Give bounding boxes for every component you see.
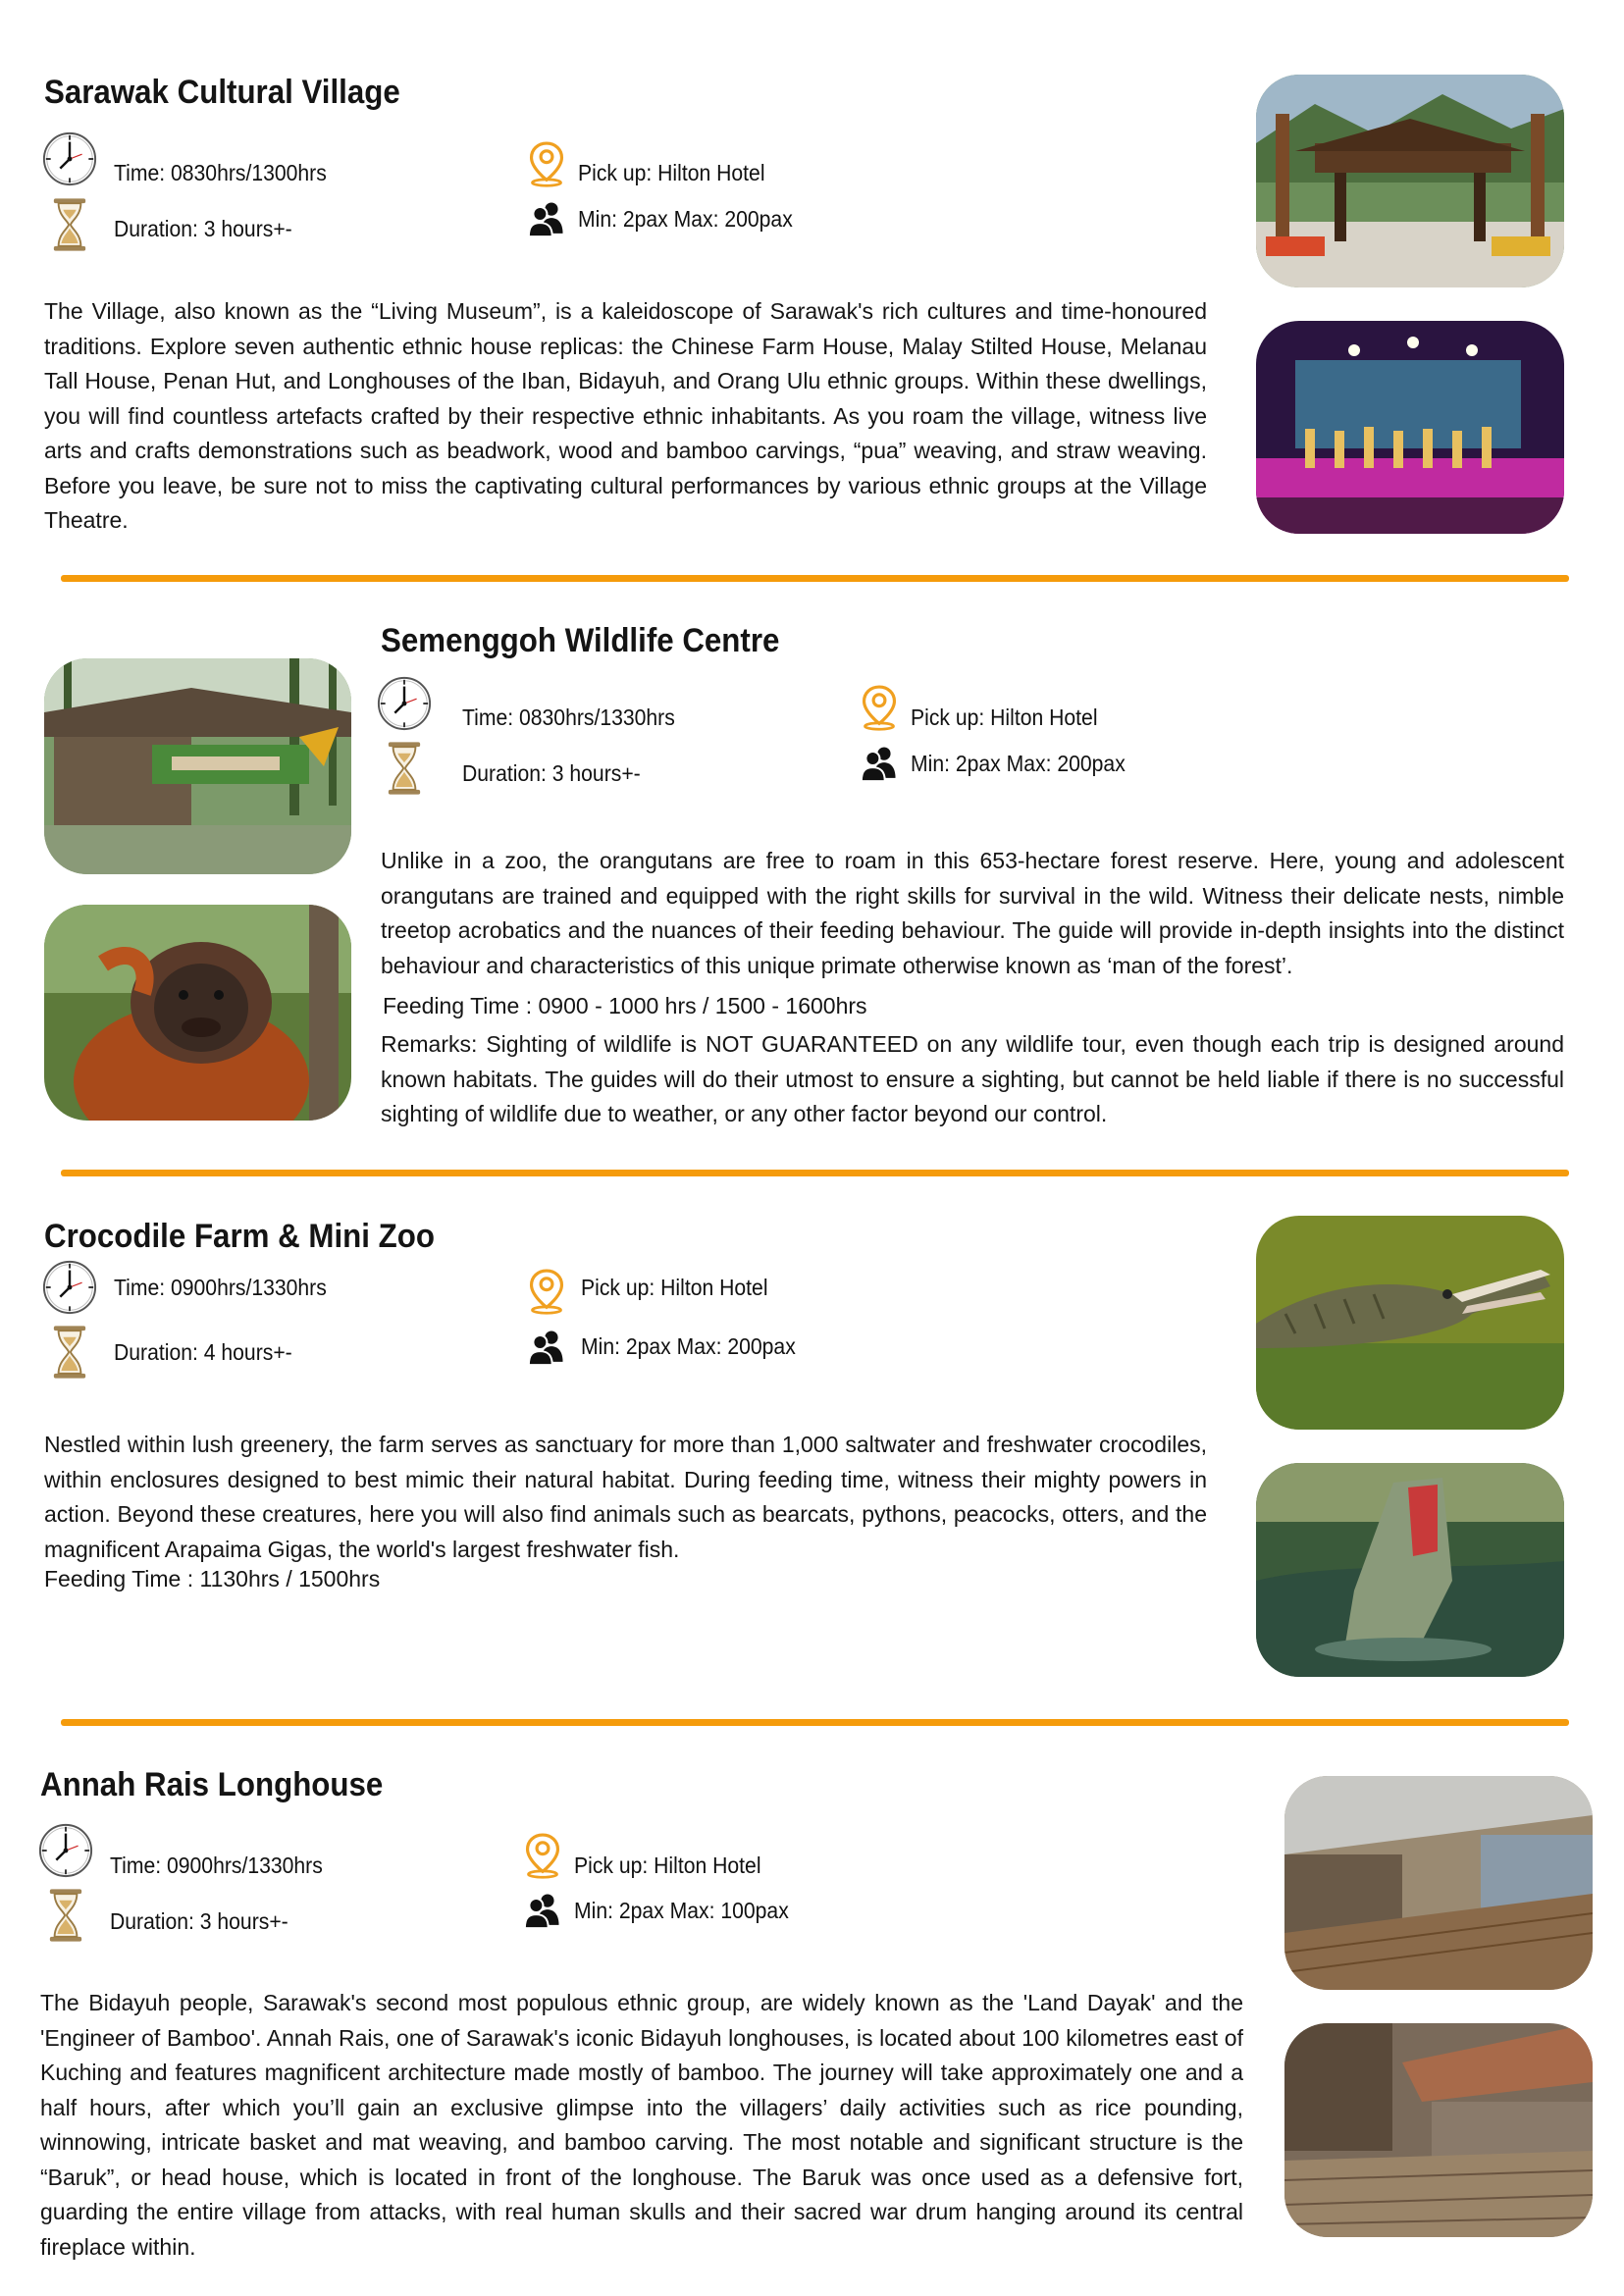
section-divider (61, 1719, 1569, 1726)
clock-icon (37, 1822, 94, 1879)
hourglass-icon (386, 740, 423, 797)
location-pin-icon (527, 140, 566, 187)
people-icon (528, 1326, 565, 1369)
pickup-location: Pick up: Hilton Hotel (574, 1852, 761, 1878)
tour-time: Time: 0900hrs/1330hrs (114, 1275, 327, 1300)
hourglass-icon (51, 196, 88, 253)
pax-limits: Min: 2pax Max: 200pax (578, 206, 793, 232)
clock-icon (376, 675, 433, 732)
people-icon (861, 742, 898, 785)
location-pin-icon (523, 1832, 562, 1879)
crocodile-jumping-photo (1256, 1463, 1564, 1677)
pickup-location: Pick up: Hilton Hotel (911, 704, 1098, 730)
cultural-performance-stage-photo (1256, 321, 1564, 534)
orangutan-photo (44, 905, 351, 1121)
semenggoh-entrance-sign-photo (44, 658, 351, 874)
location-pin-icon (860, 684, 899, 731)
section-description: The Bidayuh people, Sarawak's second most populous ethnic group, are widely known as the 'Land Dayak' and the 'Engineer of Bamboo'. Annah Rais, one of Sarawak's iconic Bidayuh longhouses, is located about 100 kilometres east of Kuching and features magnificent architecture made mostly of bamboo. The journey will take approximately one and a half hours, after which you’ll gain an exclusive glimpse into the villagers’ daily activities such as rice pounding, winnowing, intricate basket and mat weaving, and bamboo carving. The most notable and significant structure is the “Baruk”, or head house, which is located in front of the longhouse. The Baruk was once used as a defensive fort, guarding the entire village from attacks, with real human skulls and their sacred war drum hanging around its central fireplace within. (40, 1990, 1243, 2260)
section-divider (61, 575, 1569, 582)
village-entrance-gate-photo (1256, 75, 1564, 287)
longhouse-veranda-photo (1284, 1776, 1593, 1990)
clock-icon (41, 130, 98, 187)
pickup-location: Pick up: Hilton Hotel (581, 1275, 768, 1300)
people-icon (528, 197, 565, 240)
section-description: Nestled within lush greenery, the farm serves as sanctuary for more than 1,000 saltwater and freshwater crocodiles, within enclosures designed to best mimic their natural habitat. During feeding time, witness their mighty powers in action. Beyond these creatures, here you will also find animals such as bearcats, pythons, peacocks, otters, and the magnificent Arapaima Gigas, the world's largest freshwater fish. (44, 1432, 1207, 1562)
pax-limits: Min: 2pax Max: 200pax (581, 1333, 796, 1359)
tour-time: Time: 0830hrs/1330hrs (462, 704, 675, 730)
tour-duration: Duration: 3 hours+- (114, 216, 292, 241)
section-description: The Village, also known as the “Living Museum”, is a kaleidoscope of Sarawak's rich cultures and time-honoured traditions. Explore seven authentic ethnic house replicas: the Chinese Farm House, Malay Stilted House, Melanau Tall House, Penan Hut, and Longhouses of the Iban, Bidayuh, and Orang Ulu ethnic groups. Within these dwellings, you will find countless artefacts crafted by their respective ethnic inhabitants. As you roam the village, witness live arts and crafts demonstrations such as beadwork, wood and bamboo carvings, “pua” weaving, and straw weaving. Before you leave, be sure not to miss the captivating cultural performances by various ethnic groups at the Village Theatre. (44, 298, 1207, 533)
people-icon (524, 1889, 561, 1932)
clock-icon (41, 1259, 98, 1316)
section-description: Unlike in a zoo, the orangutans are free to roam in this 653-hectare forest reserve. Here, young and adolescent orangutans are trained and equipped with the right skills for survival in the wild. Witness their delicate nests, nimble treetop acrobatics and the nuances of their feeding behaviour. The guide will provide in-depth insights into the distinct behaviour and characteristics of this unique primate otherwise known as ‘man of the forest’. (381, 848, 1564, 978)
remarks: Remarks: Sighting of wildlife is NOT GUARANTEED on any wildlife tour, even though each trip is designed around known habitats. The guides will do their utmost to ensure a sighting, but cannot be held liable if there is no successful sighting of wildlife due to weather, or any other factor beyond our control. (381, 1031, 1564, 1126)
pickup-location: Pick up: Hilton Hotel (578, 160, 765, 185)
section-title: Crocodile Farm & Mini Zoo (44, 1218, 435, 1255)
feeding-time: Feeding Time : 0900 - 1000 hrs / 1500 - 1600hrs (383, 993, 867, 1018)
tour-duration: Duration: 3 hours+- (462, 760, 641, 786)
tour-time: Time: 0900hrs/1330hrs (110, 1852, 323, 1878)
crocodile-in-grass-photo (1256, 1216, 1564, 1430)
longhouse-walkway-photo (1284, 2023, 1593, 2237)
section-title: Annah Rais Longhouse (40, 1766, 384, 1803)
tour-duration: Duration: 3 hours+- (110, 1908, 288, 1934)
hourglass-icon (51, 1324, 88, 1381)
tour-time: Time: 0830hrs/1300hrs (114, 160, 327, 185)
section-title: Semenggoh Wildlife Centre (381, 622, 780, 659)
pax-limits: Min: 2pax Max: 200pax (911, 751, 1126, 776)
section-divider (61, 1170, 1569, 1176)
hourglass-icon (47, 1887, 84, 1944)
pax-limits: Min: 2pax Max: 100pax (574, 1898, 789, 1923)
tour-duration: Duration: 4 hours+- (114, 1339, 292, 1365)
feeding-time: Feeding Time : 1130hrs / 1500hrs (44, 1566, 381, 1592)
section-title: Sarawak Cultural Village (44, 74, 400, 111)
location-pin-icon (527, 1268, 566, 1315)
